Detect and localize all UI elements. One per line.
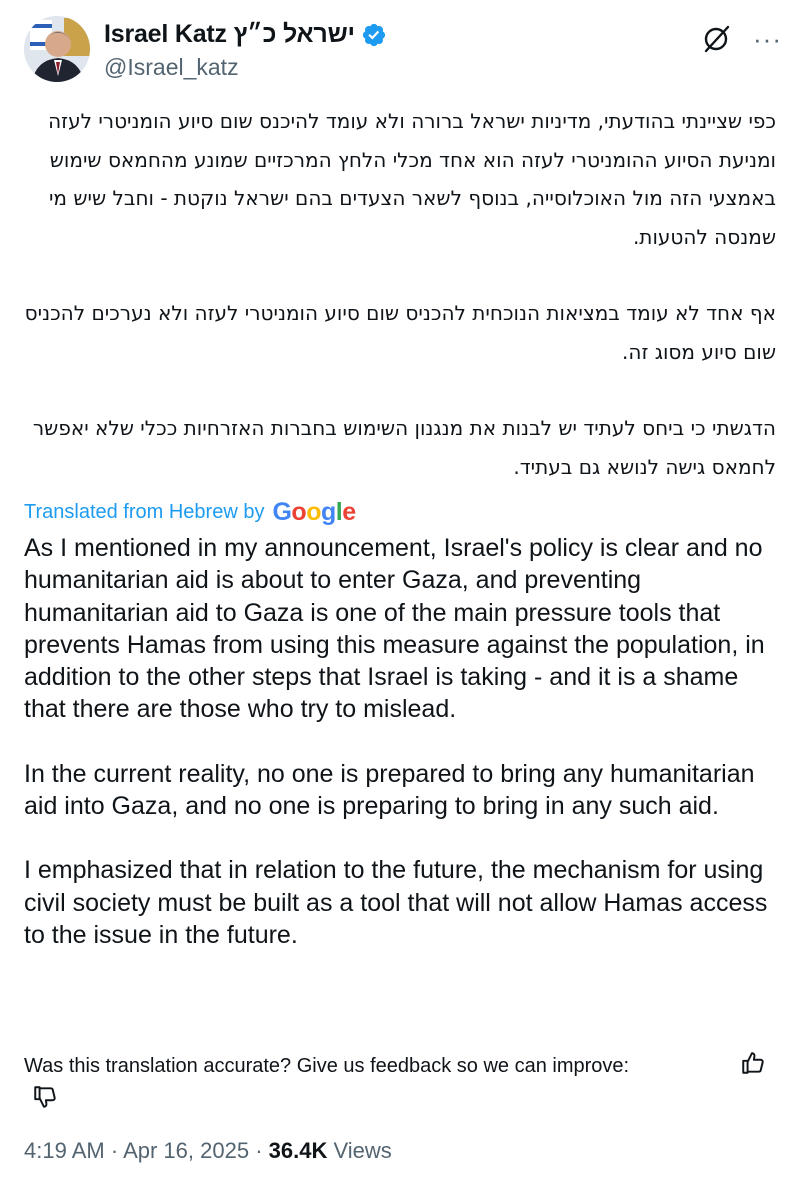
translated-from-link[interactable] [24,498,356,527]
avatar-image [24,16,90,82]
views-label: Views [333,1138,392,1163]
header-actions [701,24,782,54]
google-logo: Google [272,498,356,526]
verified-badge-icon[interactable] [361,22,387,48]
tweet-paragraph: כפי שציינתי בהודעתי, מדיניות ישראל ברורה ולא עומד להיכנס שום סיוע הומניטרי לעזה ומניעת הסיוע ההומניטרי לעזה הוא אחד מכלי הלחץ המרכזיים שמונע מהחמאס שימוש באמצעי הזה מול האוכלוסייה, בנוסף לשאר הצעדים בהם ישראל נוקטת - וחבל שיש מי שמנסה להטעות. [48,109,776,249]
translated-paragraph: I emphasized that in relation to the future, the mechanism for using civil society must be built as a tool that will not allow Hamas access to the issue in the future. [24,856,768,949]
views-count: 36.4K [268,1138,328,1163]
tweet-text-original [24,102,776,486]
meta-separator: · [255,1138,263,1163]
thumbs-down-icon[interactable] [32,1084,58,1110]
tweet-paragraph: אף אחד לא עומד במציאות הנוכחית להכניס שום סיוע הומניטרי לעזה ולא נערכים להכניס שום סיוע מסוג זה. [24,301,776,364]
translated-paragraph: In the current reality, no one is prepared to bring any humanitarian aid into Gaza, and no one is preparing to bring in any such aid. [24,759,755,821]
handle[interactable]: @Israel_katz [104,54,239,80]
thumbs-up-icon[interactable] [740,1050,766,1076]
tweet-date[interactable]: Apr 16, 2025 [123,1138,250,1163]
feedback-prompt: Was this translation accurate? Give us feedback so we can improve: [24,1055,630,1077]
avatar[interactable] [24,16,90,82]
translated-label: Translated from Hebrew by [24,501,265,523]
grok-icon[interactable] [701,24,731,54]
tweet-text-translated [24,532,778,951]
tweet-paragraph: הדגשתי כי ביחס לעתיד יש לבנות את מנגנון השימוש בחברות האזרחיות ככלי שלא יאפשר לחמאס גישה לנושא גם בעתיד. [32,416,776,479]
meta-separator: · [110,1138,119,1163]
translated-paragraph: As I mentioned in my announcement, Israel's policy is clear and no humanitarian aid is about to enter Gaza, and preventing humanitarian aid to Gaza is one of the main pressure tools that prevents Hamas from using this measure against the population, in addition to the other steps that Israel is taking - and it is a shame that there are those who try to mislead. [24,534,765,724]
tweet-header [24,14,782,88]
more-options-icon[interactable]: ··· [753,24,782,54]
translation-feedback [24,1052,778,1080]
display-name[interactable]: Israel Katz ישראל כ״ץ [104,20,355,48]
tweet-time[interactable]: 4:19 AM [24,1138,105,1163]
name-row [104,20,387,49]
tweet-meta [24,1138,392,1164]
